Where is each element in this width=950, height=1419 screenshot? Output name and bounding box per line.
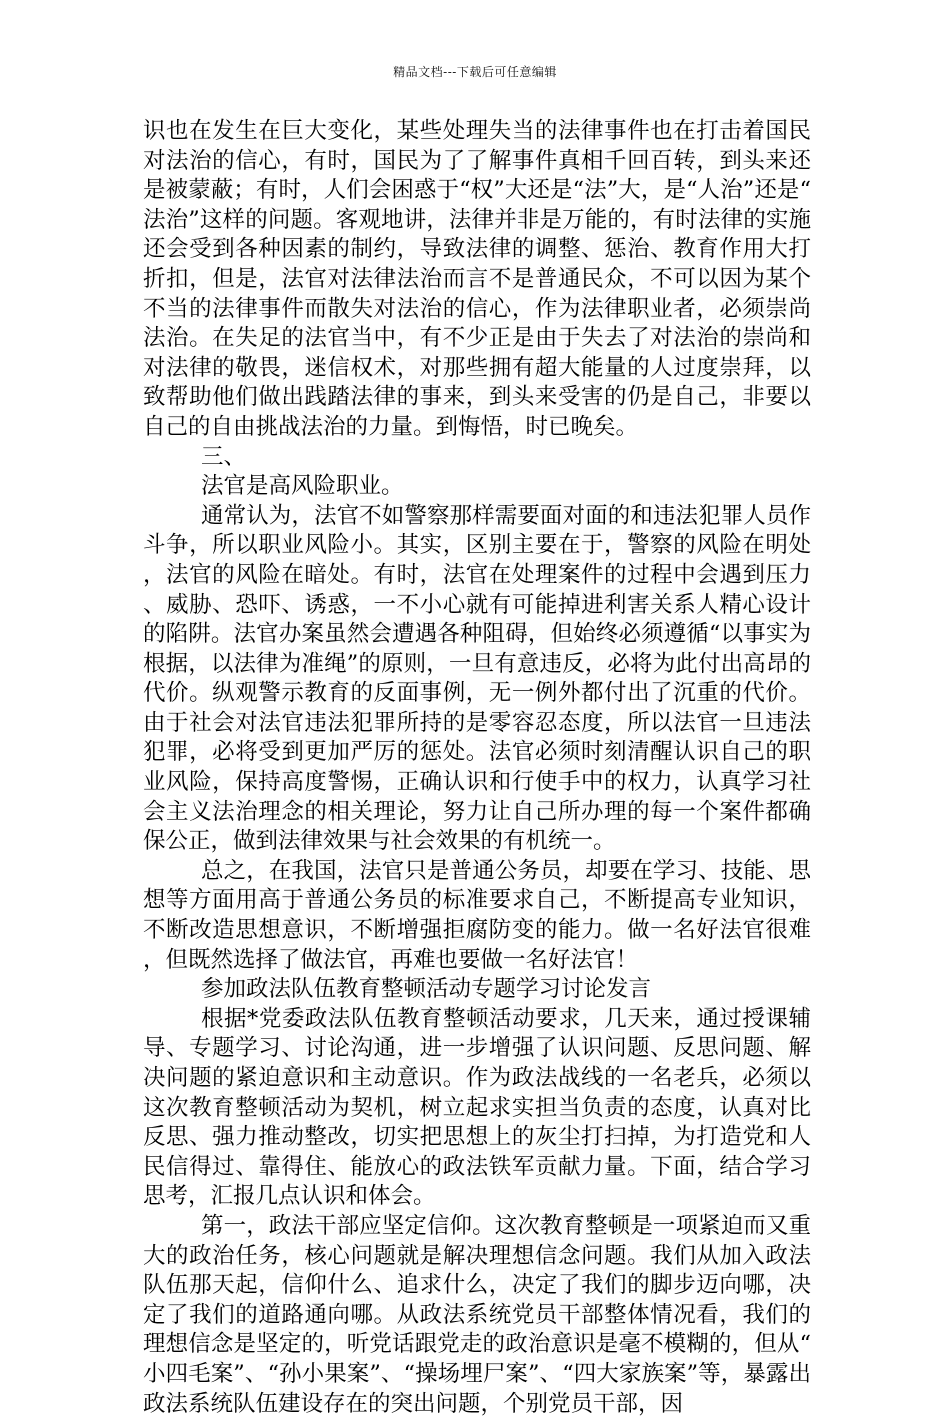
- paragraph-summary: 总之，在我国，法官只是普通公务员，却要在学习、技能、思想等方面用高于普通公务员的标准要求自己，不断提高专业知识，不断改造思想意识，不断增强拒腐防变的能力。做一名好法官很难，但既然选择了做法官，再难也要做一名好法官！: [143, 857, 811, 973]
- paragraph-continuation: 识也在发生在巨大变化，某些处理失当的法律事件也在打击着国民对法治的信心，有时，国民为了了解事件真相千回百转，到头来还是被蒙蔽；有时，人们会困惑于“权”大还是“法”大，是“人治”还是“法治”这样的问题。客观地讲，法律并非是万能的，有时法律的实施还会受到各种因素的制约，导致法律的调整、惩治、教育作用大打折扣，但是，法官对法律法治而言不是普通民众，不可以因为某个不当的法律事件而散失对法治的信心，作为法律职业者，必须崇尚法治。在失足的法官当中，有不少正是由于失去了对法治的崇尚和对法律的敬畏，迷信权术，对那些拥有超大能量的人过度崇拜，以致帮助他们做出践踏法律的事来，到头来受害的仍是自己，非要以自己的自由挑战法治的力量。到悔悟，时已晚矣。: [143, 118, 811, 440]
- paragraph-risk: 通常认为，法官不如警察那样需要面对面的和违法犯罪人员作斗争，所以职业风险小。其实，区别主要在于，警察的风险在明处，法官的风险在暗处。有时，法官在处理案件的过程中会遇到压力、威胁、恐吓、诱惑，一不小心就有可能掉进利害关系人精心设计的陷阱。法官办案虽然会遭遇各种阻碍，但始终必须遵循“以事实为根据，以法律为准绳”的原则，一旦有意违反，必将为此付出高昂的代价。纵观警示教育的反面事例，无一例外都付出了沉重的代价。由于社会对法官违法犯罪所持的是零容忍态度，所以法官一旦违法犯罪，必将受到更加严厉的惩处。法官必须时刻清醒认识自己的职业风险，保持高度警惕，正确认识和行使手中的权力，认真学习社会主义法治理念的相关理论，努力让自己所办理的每一个案件都确保公正，做到法律效果与社会效果的有机统一。: [143, 502, 811, 855]
- speech-title: 参加政法队伍教育整顿活动专题学习讨论发言: [201, 976, 652, 1003]
- paragraph-first-point: 第一，政法干部应坚定信仰。这次教育整顿是一项紧迫而又重大的政治任务，核心问题就是解决理想信念问题。我们从加入政法队伍那天起，信仰什么、追求什么，决定了我们的脚步迈向哪，决定了我们的道路通向哪。从政法系统党员干部整体情况看，我们的理想信念是坚定的，听党话跟党走的政治意识是毫不模糊的，但从“小四毛案”、“孙小果案”、“操场埋尸案”、“四大家族案”等，暴露出政法系统队伍建设存在的突出问题，个别党员干部，因: [143, 1212, 811, 1417]
- document-body: [143, 117, 811, 1419]
- page-header: 精品文档---下载后可任意编辑: [393, 65, 557, 79]
- section-number: 三、: [201, 443, 247, 470]
- section-heading: 法官是高风险职业。: [201, 473, 404, 500]
- paragraph-intro: 根据*党委政法队伍教育整顿活动要求，几天来，通过授课辅导、专题学习、讨论沟通，进一步增强了认识问题、反思问题、解决问题的紧迫意识和主动意识。作为政法战线的一名老兵，必须以这次教育整顿活动为契机，树立起求实担当负责的态度，认真对比反思、强力推动整改，切实把思想上的灰尘打扫掉，为打造党和人民信得过、靠得住、能放心的政法铁军贡献力量。下面，结合学习思考，汇报几点认识和体会。: [143, 1005, 811, 1210]
